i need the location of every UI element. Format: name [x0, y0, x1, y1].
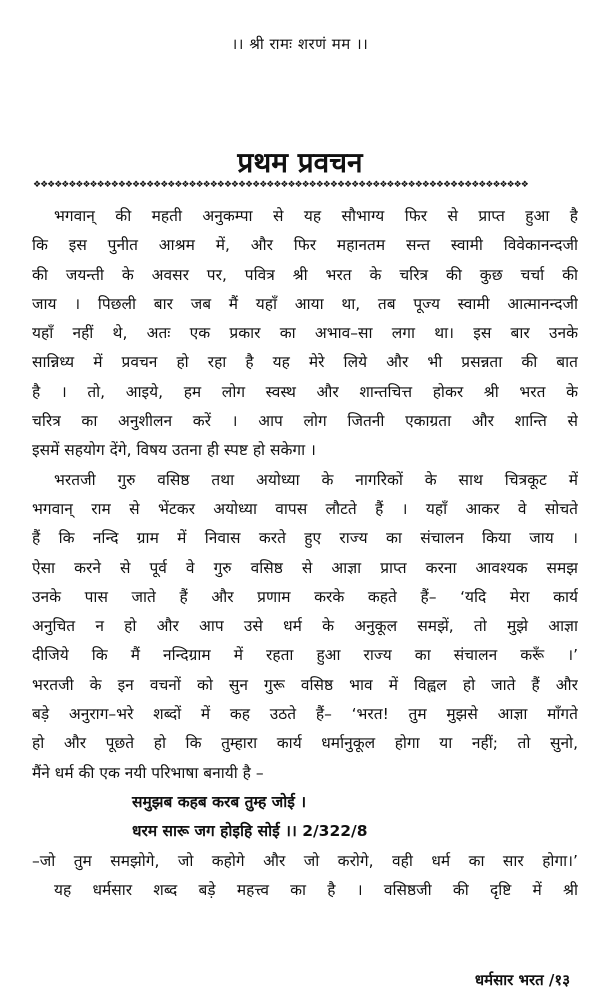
text-line: दीजिये कि मैं नन्दिग्राम में रहता हुआ राज्य का संचालन करूँ ।’: [32, 646, 578, 665]
verse-line: समुझब कहब करब तुम्ह जोई ।: [132, 792, 307, 811]
text-line: चरित्र का अनुशीलन करें । आप लोग जितनी एकाग्रता और शान्ति से: [32, 412, 578, 431]
text-line: ऐसा करने से पूर्व वे गुरु वसिष्ठ से आज्ञा प्राप्त करना आवश्यक समझ: [32, 558, 578, 577]
text-line: यहाँ नहीं थे, अतः एक प्रकार का अभाव–सा लगा था। इस बार उनके: [32, 324, 578, 343]
text-line: जाय । पिछली बार जब मैं यहाँ आया था, तब पूज्य स्वामी आत्मानन्दजी: [32, 294, 578, 313]
text-line: अनुचित न हो और आप उसे धर्म के अनुकूल समझें, तो मुझे आज्ञा: [32, 617, 578, 636]
text-line: हैं कि नन्दि ग्राम में निवास करते हुए राज्य का संचालन किया जाय ।: [32, 529, 578, 548]
ornamental-divider: ❖❖❖❖❖❖❖❖❖❖❖❖❖❖❖❖❖❖❖❖❖❖❖❖❖❖❖❖❖❖❖❖❖❖❖❖❖❖❖❖❖❖❖❖❖❖❖❖❖❖❖❖❖❖❖❖❖❖❖❖❖❖❖❖❖❖❖❖❖❖: [33, 180, 528, 190]
text-line: कि इस पुनीत आश्रम में, और फिर महानतम सन्त स्वामी विवेकानन्दजी: [32, 236, 578, 255]
text-line: –जो तुम समझोगे, जो कहोगे और जो करोगे, वही धर्म का सार होगा।’: [32, 851, 578, 870]
text-line: यह धर्मसार शब्द बड़े महत्त्व का है । वसिष्ठजी की दृष्टि में श्री: [54, 880, 578, 899]
text-line: हो और पूछते हो कि तुम्हारा कार्य धर्मानुकूल होगा या नहीं; तो सुनो,: [32, 734, 578, 753]
text-line: मैंने धर्म की एक नयी परिभाषा बनायी है –: [32, 763, 264, 782]
text-line: भरतजी गुरु वसिष्ठ तथा अयोध्या के नागरिकों के साथ चित्रकूट में: [54, 470, 578, 489]
text-line: भरतजी के इन वचनों को सुन गुरू वसिष्ठ भाव में विह्वल हो जाते हैं और: [32, 675, 578, 694]
text-line: है । तो, आइये, हम लोग स्वस्थ और शान्तचित्त होकर श्री भरत के: [32, 382, 578, 401]
chapter-title: प्रथम प्रवचन: [237, 146, 363, 179]
text-line: की जयन्ती के अवसर पर, पवित्र श्री भरत के चरित्र की कुछ चर्चा की: [32, 265, 578, 284]
text-line: सान्निध्य में प्रवचन हो रहा है यह मेरे लिये और भी प्रसन्नता की बात: [32, 353, 578, 372]
verse-line: धरम सारू जग होइहि सोई ।। 2/322/8: [132, 822, 368, 841]
text-line: भगवान् राम से भेंटकर अयोध्या वापस लौटते हैं । यहाँ आकर वे सोचते: [32, 499, 578, 518]
text-line: बड़े अनुराग–भरे शब्दों में कह उठते हैं– ‘भरत! तुम मुझसे आज्ञा माँगते: [32, 705, 578, 724]
text-line: उनके पास जाते हैं और प्रणाम करके कहते हैं– ‘यदि मेरा कार्य: [32, 587, 578, 606]
body-text: [32, 202, 578, 905]
page-footer: धर्मसार भरत /१३: [474, 971, 570, 989]
text-line: भगवान् की महती अनुकम्पा से यह सौभाग्य फिर से प्राप्त हुआ है: [54, 207, 578, 225]
text-line: इसमें सहयोग देंगे, विषय उतना ही स्पष्ट हो सकेगा ।: [32, 441, 316, 460]
page-header: ।। श्री रामः शरणं मम ।।: [231, 35, 369, 53]
